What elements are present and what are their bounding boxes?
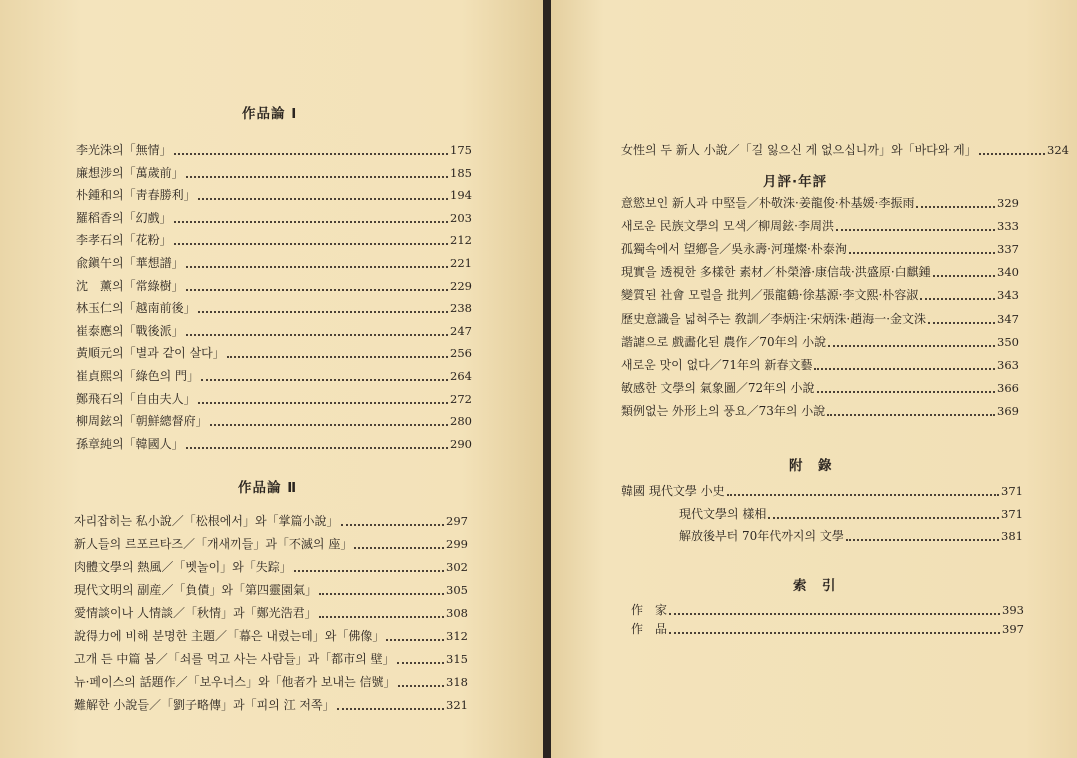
toc-entry [76,346,472,361]
book-gutter [543,0,551,758]
toc-entry-title: 崔泰應의「戰後派」 [76,323,184,338]
toc-entry-title: 孫章純의「韓國人」 [76,436,184,451]
toc-entry [76,414,472,429]
toc-entry-page: 343 [997,288,1019,303]
dot-leader [920,298,995,300]
toc-entry [74,537,468,552]
toc-entry [621,196,1019,211]
toc-entry-title: 類例없는 外形上의 풍요／73年의 小說 [621,403,826,418]
dot-leader [928,322,995,324]
dot-leader [669,632,1000,634]
toc-entry [76,437,472,452]
toc-entry [621,242,1019,257]
toc-entry-page: 194 [450,188,472,203]
toc-entry-page: 305 [446,583,468,597]
toc-entry [76,392,472,407]
dot-leader [354,547,444,549]
toc-entry-title: 崔貞熙의「綠色의 門」 [76,369,199,383]
toc-entry-title: 現代文明의 副産／「負債」와「第四靈園氣」 [74,583,318,597]
toc-entry-title: 女性의 두 新人 小說／「길 잃으신 게 없으십니까」와「바다와 게」 [621,143,977,157]
toc-entry-title: 現代文學의 樣相 [679,506,767,521]
toc-entry-title: 朴鍾和의「靑春勝利」 [76,188,196,203]
toc-entry-page: 221 [450,256,472,270]
toc-entry [74,514,468,529]
dot-leader [669,613,1000,615]
toc-entry [621,404,1019,419]
toc-entry-page: 290 [450,436,472,451]
toc-entry-page: 308 [446,606,468,620]
dot-leader [398,685,444,687]
toc-entry-page: 350 [997,334,1019,349]
toc-entry [76,188,472,203]
toc-entry [621,312,1019,327]
toc-entry [76,279,472,294]
section-heading-reviews: 月評·年評 [763,174,828,190]
toc-entry-page: 247 [450,323,472,338]
dot-leader [186,447,448,449]
dot-leader [174,243,448,245]
dot-leader [827,414,995,416]
dot-leader [814,368,995,370]
toc-entry-page: 366 [997,380,1019,395]
toc-entry-title: 鄭飛石의「自由夫人」 [76,391,196,406]
toc-entry-title: 作 家 [631,603,668,617]
toc-entry-page: 321 [446,698,468,712]
toc-entry-page: 203 [450,210,472,225]
toc-entry-title: 說得力에 비해 분명한 主題／「幕은 내렸는데」와「佛像」 [74,629,385,643]
toc-entry [621,381,1019,396]
dot-leader [186,289,448,291]
toc-entry [76,301,472,316]
toc-entry-page: 315 [446,652,468,666]
toc-entry-page: 175 [450,143,472,157]
toc-entry-page: 318 [446,675,468,689]
toc-entry [74,652,468,667]
toc-entry-page: 238 [450,301,472,316]
toc-entry [621,484,1023,499]
dot-leader [198,311,448,313]
toc-entry-title: 解放後부터 70年代까지의 文學 [679,529,844,543]
dot-leader [198,402,448,404]
toc-entry [621,335,1019,350]
dot-leader [727,494,999,496]
toc-entry-page: 324 [1047,143,1069,157]
toc-entry-title: 現實을 透視한 多樣한 素材／朴榮濬·康信哉·洪盛原·白麒鍾 [621,265,931,280]
toc-entry-page: 369 [997,403,1019,418]
dot-leader [817,391,996,393]
toc-entry-page: 393 [1002,603,1024,617]
toc-entry [679,529,1023,544]
toc-entry-page: 340 [997,265,1019,280]
toc-entry-page: 264 [450,369,472,383]
toc-entry-title: 李光洙의「無情」 [76,143,172,157]
toc-entry-title: 廉想涉의「萬歲前」 [76,165,184,180]
toc-entry [76,233,472,248]
dot-leader [174,153,448,155]
toc-entry-page: 363 [997,357,1019,372]
toc-entry [74,560,468,575]
toc-entry [621,143,1069,158]
toc-entry-title: 李孝石의「花粉」 [76,233,172,248]
toc-entry-title: 歷史意識을 넓혀주는 敎訓／李炳注·宋炳洙·趙海一·金文洙 [621,311,927,326]
dot-leader [227,356,448,358]
section-heading-works-1: 作品論 Ⅰ [242,106,298,122]
dot-leader [186,266,448,268]
toc-entry-title: 뉴·페이스의 話題作／「보우너스」와「他者가 보내는 信號」 [74,675,396,689]
toc-entry-title: 肉體文學의 熱風／「벳놀이」와「失踪」 [74,560,292,574]
toc-entry-page: 229 [450,278,472,293]
toc-entry-page: 371 [1001,506,1023,521]
toc-entry [74,675,468,690]
toc-entry-page: 299 [446,537,468,551]
toc-entry-page: 272 [450,391,472,406]
section-heading-index: 索 引 [793,578,837,594]
toc-entry-page: 280 [450,414,472,429]
toc-entry [76,369,472,384]
toc-entry-page: 212 [450,233,472,248]
dot-leader [201,379,448,381]
dot-leader [341,524,444,526]
toc-entry [74,698,468,713]
toc-entry [76,211,472,226]
dot-leader [768,517,999,519]
dot-leader [836,229,995,231]
toc-entry-title: 韓國 現代文學 小史 [621,484,725,498]
toc-entry-page: 302 [446,560,468,574]
toc-entry-title: 羅稻香의「幻戲」 [76,210,172,225]
toc-entry-title: 沈 薰의「常綠樹」 [76,278,184,293]
toc-entry [631,603,1024,618]
toc-entry-title: 새로운 맛이 없다／71年의 新春文藝 [621,357,813,372]
toc-entry-page: 297 [446,514,468,528]
dot-leader [979,153,1045,155]
toc-entry-title: 黃順元의「별과 같이 살다」 [76,346,225,361]
toc-entry-title: 고개 든 中篇 붐／「쇠를 먹고 사는 사람들」과「都市의 壁」 [74,652,395,666]
toc-entry-title: 孤獨속에서 望鄕을／吳永壽·河瑾燦·朴泰洵 [621,242,847,257]
section-heading-works-2: 作品論 Ⅱ [238,480,298,496]
toc-entry [74,629,468,644]
section-heading-appendix: 附 錄 [789,458,833,474]
toc-entry-title: 敏感한 文學의 氣象圖／72年의 小說 [621,380,815,395]
dot-leader [319,593,444,595]
dot-leader [916,206,995,208]
toc-entry [621,219,1019,234]
toc-entry [631,622,1024,637]
toc-entry [76,143,472,158]
dot-leader [294,570,444,572]
toc-entry-page: 337 [997,242,1019,257]
toc-entry-title: 變質된 社會 모럴을 批判／張龍鶴·徐基源·李文熙·朴容淑 [621,288,919,303]
dot-leader [186,334,448,336]
toc-entry-title: 柳周鉉의「朝鮮總督府」 [76,414,208,429]
toc-entry-page: 381 [1001,529,1023,543]
dot-leader [386,639,444,641]
toc-entry [74,583,468,598]
toc-entry-title: 意慾보인 新人과 中堅들／朴敬洙·姜龍俊·朴基媛·李振雨 [621,196,915,210]
toc-entry-title: 林玉仁의「越南前後」 [76,301,196,316]
toc-entry-title: 新人들의 르포르타즈／「개새끼들」과「不滅의 座」 [74,537,353,551]
toc-entry-page: 347 [997,311,1019,326]
dot-leader [198,198,448,200]
toc-entry-title: 諧謔으로 戲畵化된 農作／70年의 小說 [621,334,827,349]
toc-entry [74,606,468,621]
dot-leader [933,275,995,277]
toc-entry-title: 兪鎭午의「華想譜」 [76,256,184,270]
toc-entry [621,265,1019,280]
toc-entry-title: 難解한 小說들／「劉子略傳」과「피의 江 저쪽」 [74,698,335,712]
right-page [551,0,1077,758]
toc-entry-title: 자리잡히는 私小說／「松根에서」와「掌篇小說」 [74,514,339,528]
dot-leader [210,424,448,426]
dot-leader [319,616,444,618]
dot-leader [337,708,444,710]
dot-leader [186,176,448,178]
toc-entry [76,324,472,339]
dot-leader [828,345,995,347]
toc-entry [76,166,472,181]
toc-entry [76,256,472,271]
toc-entry-title: 새로운 民族文學의 모색／柳周鉉·李周洪 [621,219,834,234]
dot-leader [397,662,444,664]
toc-entry-page: 312 [446,629,468,643]
toc-entry [679,507,1023,522]
toc-entry-title: 愛情談이나 人情談／「秋情」과「鄭光浩君」 [74,606,317,620]
toc-entry-page: 371 [1001,484,1023,498]
toc-entry-page: 256 [450,346,472,361]
toc-entry [621,288,1019,303]
dot-leader [174,221,448,223]
toc-entry-title: 作 品 [631,621,668,636]
toc-entry-page: 185 [450,165,472,180]
dot-leader [849,252,995,254]
toc-entry-page: 333 [997,219,1019,234]
toc-entry [621,358,1019,373]
toc-entry-page: 397 [1002,621,1024,636]
toc-entry-page: 329 [997,196,1019,210]
dot-leader [846,539,999,541]
